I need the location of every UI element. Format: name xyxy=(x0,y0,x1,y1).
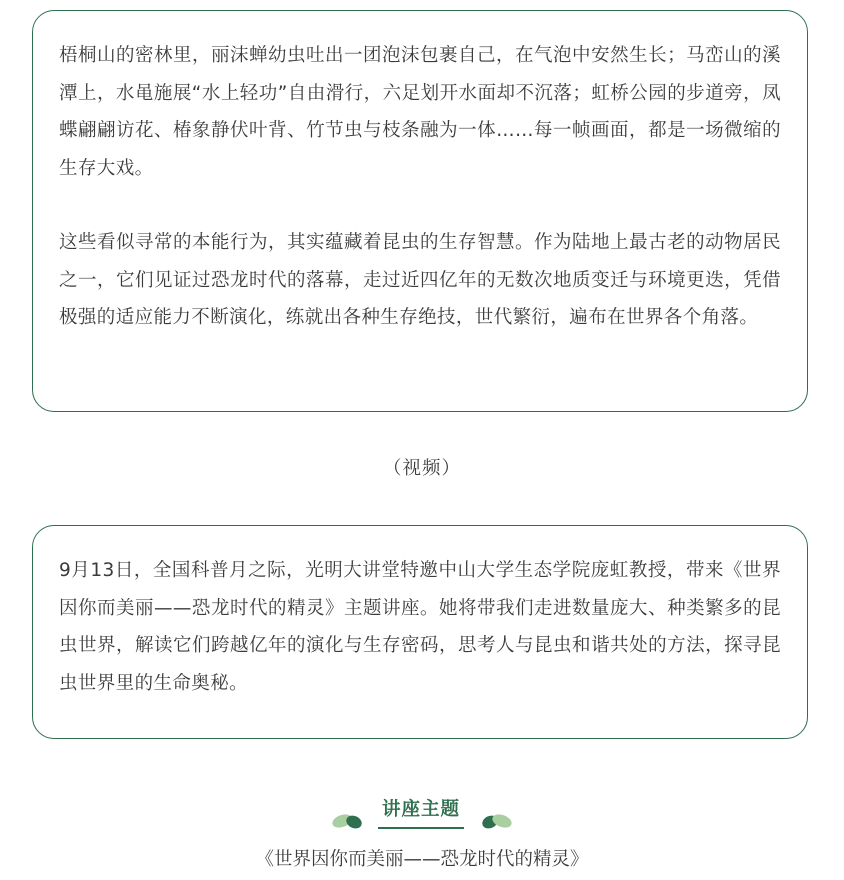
lecture-section-header xyxy=(0,790,844,838)
intro-paragraph-1: 梧桐山的密林里，丽沫蝉幼虫吐出一团泡沫包裹自己，在气泡中安然生长；马峦山的溪潭上，水黾施展“水上轻功”自由滑行，六足划开水面却不沉落；虹桥公园的步道旁，凤蝶翩翩访花、椿象静伏叶背、竹节虫与枝条融为一体……每一帧画面，都是一场微缩的生存大戏。 xyxy=(59,45,781,179)
section-title-underline xyxy=(378,827,464,829)
intro-card xyxy=(32,10,808,412)
announcement-paragraph: 9月13日，全国科普月之际，光明大讲堂特邀中山大学生态学院庞虹教授，带来《世界因你而美丽——恐龙时代的精灵》主题讲座。她将带我们走进数量庞大、种类繁多的昆虫世界，解读它们跨越亿年的演化与生存密码，思考人与昆虫和谐共处的方法，探寻昆虫世界里的生命奥秘。 xyxy=(59,560,781,694)
intro-paragraph-2: 这些看似寻常的本能行为，其实蕴藏着昆虫的生存智慧。作为陆地上最古老的动物居民之一，它们见证过恐龙时代的落幕，走过近四亿年的无数次地质变迁与环境更迭，凭借极强的适应能力不断演化，练就出各种生存绝技，世代繁衍，遍布在世界各个角落。 xyxy=(59,232,781,328)
leaf-decoration-right-icon xyxy=(478,810,514,836)
video-placeholder-label: （视频） xyxy=(382,458,461,479)
announcement-card xyxy=(32,525,808,739)
lecture-name: 《世界因你而美丽——恐龙时代的精灵》 xyxy=(255,849,589,870)
lecture-section-title: 讲座主题 xyxy=(381,799,460,820)
leaf-decoration-left-icon xyxy=(330,810,366,836)
